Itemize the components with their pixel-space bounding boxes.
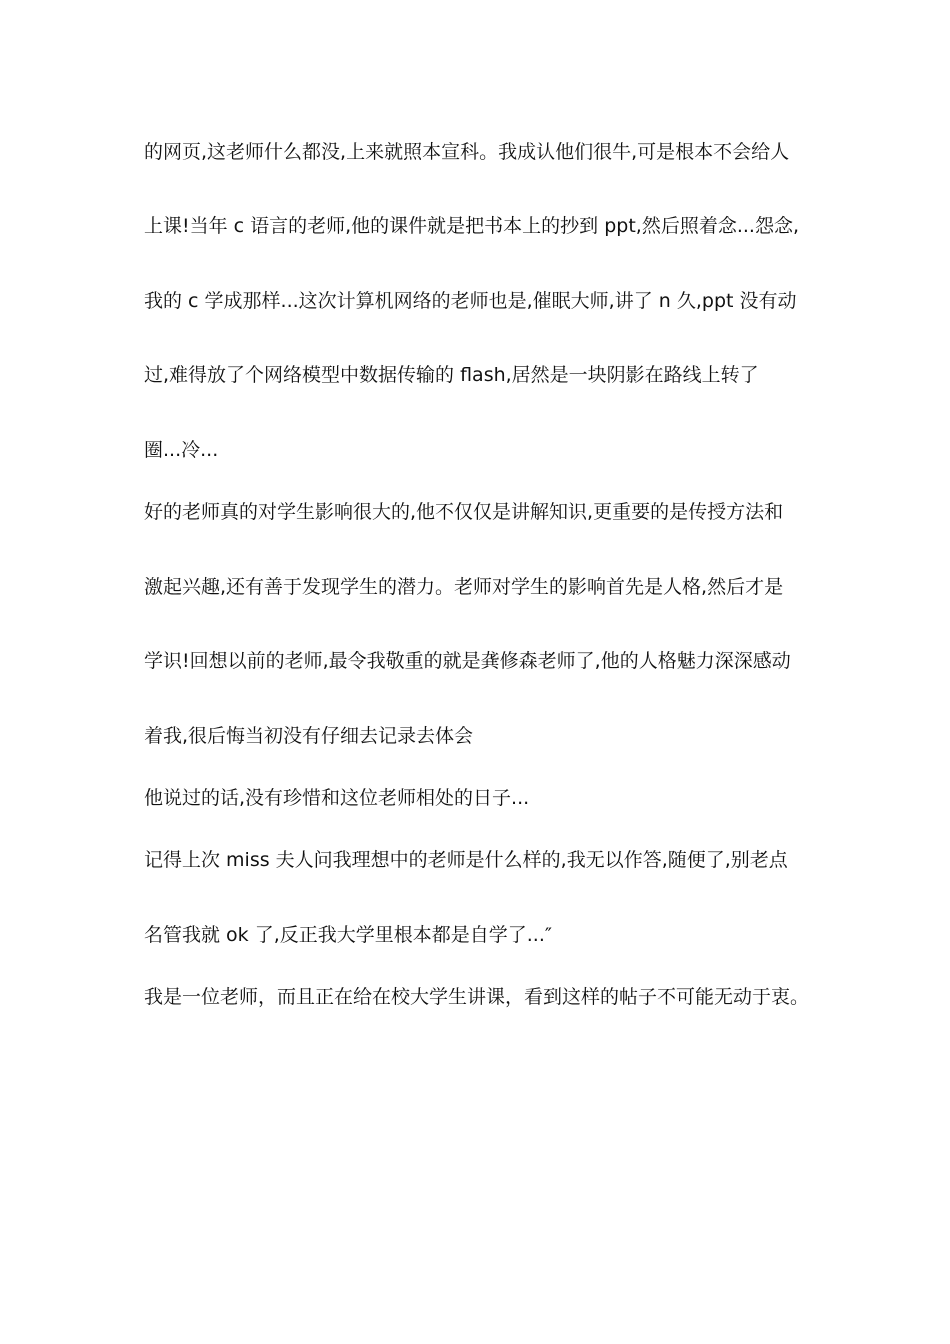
text-line: 着我,很后悔当初没有仔细去记录去体会 <box>144 725 474 747</box>
text-line: 我的 c 学成那样...这次计算机网络的老师也是,催眠大师,讲了 n 久,ppt 没有动 <box>144 290 797 312</box>
text-line: 好的老师真的对学生影响很大的,他不仅仅是讲解知识,更重要的是传授方法和 <box>144 501 784 523</box>
text-line: 上课!当年 c 语言的老师,他的课件就是把书本上的抄到 ppt,然后照着念...怨念, <box>144 215 799 237</box>
text-line: 激起兴趣,还有善于发现学生的潜力。老师对学生的影响首先是人格,然后才是 <box>144 576 784 598</box>
text-line: 圈...冷... <box>144 439 219 461</box>
text-line: 他说过的话,没有珍惜和这位老师相处的日子... <box>144 787 530 809</box>
text-line: 的网页,这老师什么都没,上来就照本宣科。我成认他们很牛,可是根本不会给人 <box>144 141 790 163</box>
text-line: 我是一位老师，而且正在给在校大学生讲课，看到这样的帖子不可能无动于衷。 <box>144 986 810 1008</box>
text-line: 学识!回想以前的老师,最令我敬重的就是龚修森老师了,他的人格魅力深深感动 <box>144 650 791 672</box>
text-line: 记得上次 miss 夫人问我理想中的老师是什么样的,我无以作答,随便了,别老点 <box>144 849 788 871</box>
text-line: 名管我就 ok 了,反正我大学里根本都是自学了...″ <box>144 924 552 946</box>
text-line: 过,难得放了个网络模型中数据传输的 flash,居然是一块阴影在路线上转了 <box>144 364 759 386</box>
